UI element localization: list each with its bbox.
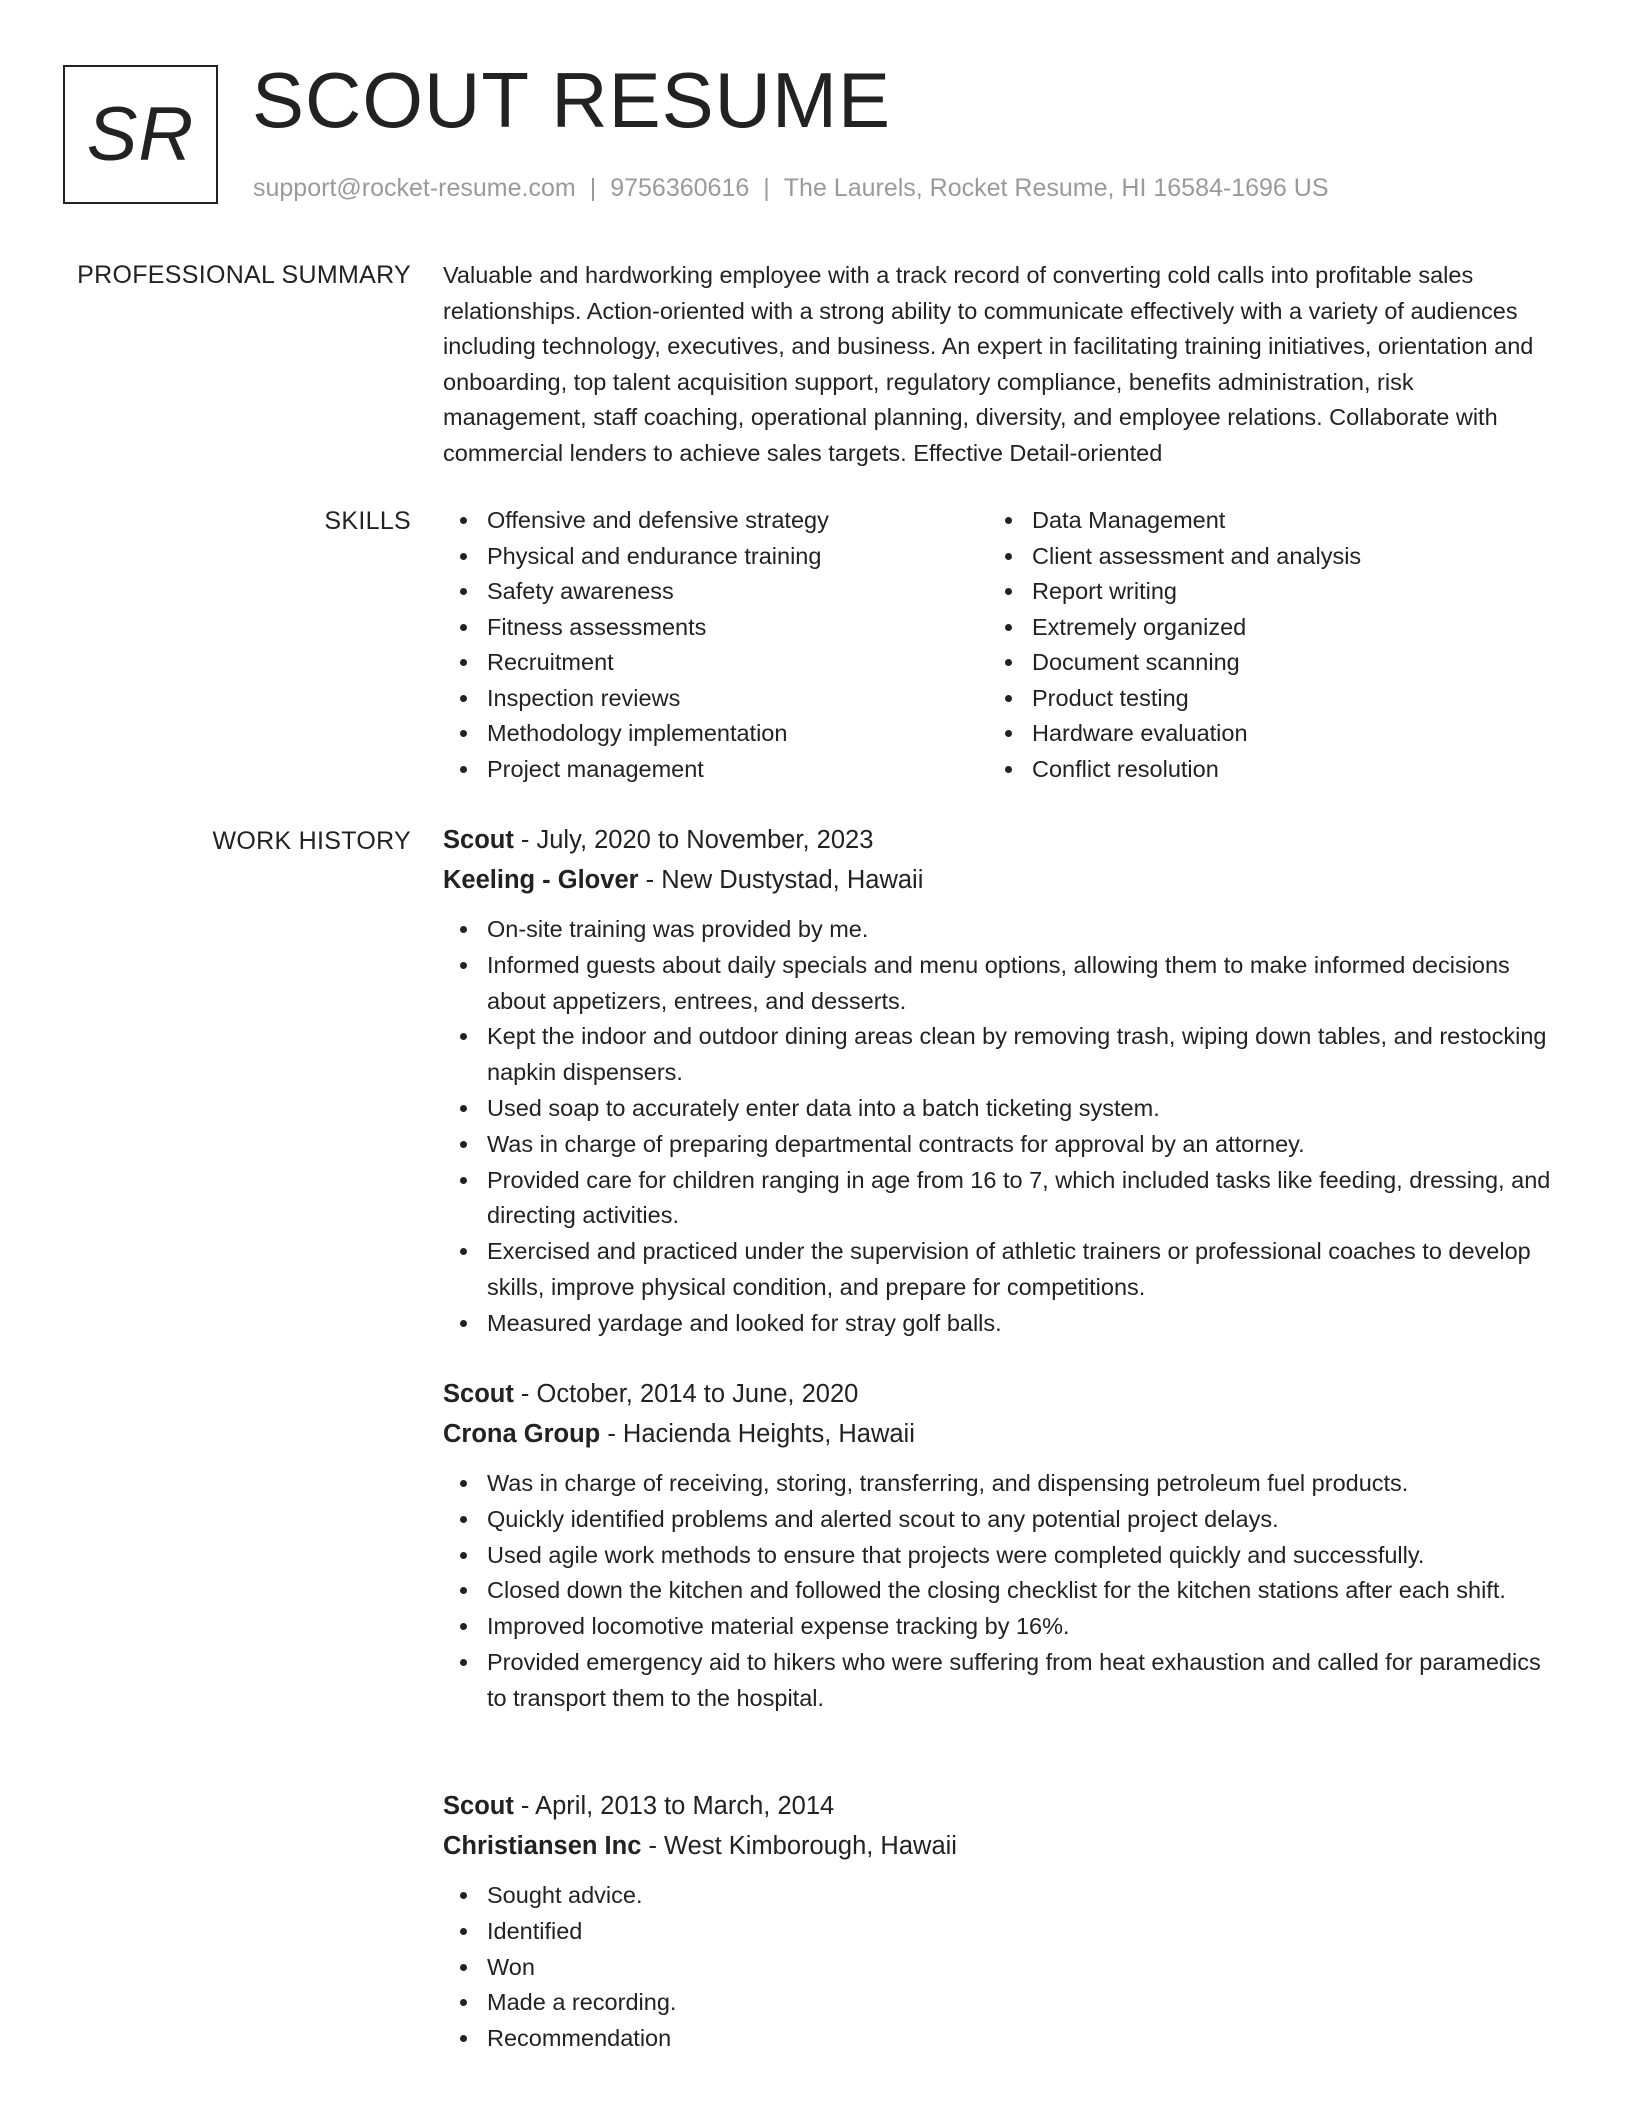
job-company: Christiansen Inc bbox=[443, 1832, 642, 1860]
job-bullet-item: Informed guests about daily specials and menu options, allowing them to make informed decisions about appetizers, entrees, and desserts. bbox=[443, 948, 1553, 1020]
skill-item: Product testing bbox=[988, 681, 1533, 717]
job-bullet-item: Used soap to accurately enter data into a batch ticketing system. bbox=[443, 1091, 1553, 1127]
skills-list-left bbox=[443, 503, 988, 787]
job-bullets bbox=[443, 1466, 1553, 1717]
job-company: Crona Group bbox=[443, 1420, 601, 1448]
job-bullet-item: Was in charge of receiving, storing, transferring, and dispensing petroleum fuel products. bbox=[443, 1466, 1553, 1502]
job-bullets bbox=[443, 1878, 1553, 2057]
skill-item: Report writing bbox=[988, 574, 1533, 610]
monogram-badge: SR bbox=[63, 65, 218, 204]
summary-text: Valuable and hardworking employee with a track record of converting cold calls into profitable sales relationships. Action-oriented with a strong ability to communicate effectively with a variety of audiences including technology, executives, and business. An expert in facilitating training initiatives, orientation and onboarding, top talent acquisition support, regulatory compliance, benefits administration, risk management, staff coaching, operational planning, diversity, and employee relations. Collaborate with commercial lenders to achieve sales targets. Effective Detail-oriented bbox=[443, 262, 1534, 466]
summary-section bbox=[443, 258, 1553, 471]
skill-item: Fitness assessments bbox=[443, 610, 988, 646]
skill-item: Recruitment bbox=[443, 645, 988, 681]
job-bullet-item: Was in charge of preparing departmental contracts for approval by an attorney. bbox=[443, 1127, 1553, 1163]
job-bullet-item: Identified bbox=[443, 1914, 1553, 1950]
skill-item: Conflict resolution bbox=[988, 752, 1533, 788]
job-title: Scout bbox=[443, 826, 514, 854]
job-entry-1 bbox=[443, 820, 1553, 1342]
job-bullets bbox=[443, 912, 1553, 1342]
section-label-summary: PROFESSIONAL SUMMARY bbox=[77, 261, 411, 289]
job-bullet-item: Closed down the kitchen and followed the closing checklist for the kitchen stations after each shift. bbox=[443, 1573, 1553, 1609]
skill-item: Methodology implementation bbox=[443, 716, 988, 752]
job-entry-3 bbox=[443, 1786, 1553, 2057]
job-title-line bbox=[443, 820, 1553, 860]
job-company-line bbox=[443, 860, 1553, 900]
job-title: Scout bbox=[443, 1380, 514, 1408]
skill-item: Data Management bbox=[988, 503, 1533, 539]
section-label-work-history: WORK HISTORY bbox=[212, 827, 411, 855]
skill-item: Project management bbox=[443, 752, 988, 788]
job-location: - Hacienda Heights, Hawaii bbox=[600, 1420, 915, 1448]
job-title-line bbox=[443, 1786, 1553, 1826]
job-location: - New Dustystad, Hawaii bbox=[638, 866, 924, 894]
job-bullet-item: Exercised and practiced under the supervision of athletic trainers or professional coaches to develop skills, improve physical condition, and prepare for competitions. bbox=[443, 1234, 1553, 1306]
job-bullet-item: Provided care for children ranging in age from 16 to 7, which included tasks like feeding, dressing, and directing activities. bbox=[443, 1163, 1553, 1235]
job-bullet-item: Used agile work methods to ensure that projects were completed quickly and successfully. bbox=[443, 1538, 1553, 1574]
job-title: Scout bbox=[443, 1792, 514, 1820]
skills-list-right bbox=[988, 503, 1533, 787]
skill-item: Document scanning bbox=[988, 645, 1533, 681]
job-bullet-item: Sought advice. bbox=[443, 1878, 1553, 1914]
skill-item: Offensive and defensive strategy bbox=[443, 503, 988, 539]
job-bullet-item: On-site training was provided by me. bbox=[443, 912, 1553, 948]
job-dates: - October, 2014 to June, 2020 bbox=[513, 1380, 859, 1408]
contact-separator: | bbox=[763, 174, 770, 202]
skill-item: Extremely organized bbox=[988, 610, 1533, 646]
skills-section bbox=[443, 503, 1553, 787]
skill-item: Physical and endurance training bbox=[443, 539, 988, 575]
job-bullet-item: Measured yardage and looked for stray golf balls. bbox=[443, 1306, 1553, 1342]
job-bullet-item: Recommendation bbox=[443, 2021, 1553, 2057]
job-dates: - July, 2020 to November, 2023 bbox=[513, 826, 874, 854]
skill-item: Inspection reviews bbox=[443, 681, 988, 717]
skill-item: Client assessment and analysis bbox=[988, 539, 1533, 575]
job-dates: - April, 2013 to March, 2014 bbox=[513, 1792, 835, 1820]
resume-name: SCOUT RESUME bbox=[252, 56, 891, 144]
skill-item: Hardware evaluation bbox=[988, 716, 1533, 752]
job-bullet-item: Improved locomotive material expense tracking by 16%. bbox=[443, 1609, 1553, 1645]
contact-address: The Laurels, Rocket Resume, HI 16584-1696 US bbox=[783, 174, 1329, 202]
skill-item: Safety awareness bbox=[443, 574, 988, 610]
job-company-line bbox=[443, 1414, 1553, 1454]
job-bullet-item: Quickly identified problems and alerted scout to any potential project delays. bbox=[443, 1502, 1553, 1538]
contact-email[interactable]: support@rocket-resume.com bbox=[253, 174, 576, 202]
job-company: Keeling - Glover bbox=[443, 866, 639, 894]
job-bullet-item: Made a recording. bbox=[443, 1985, 1553, 2021]
job-bullet-item: Kept the indoor and outdoor dining areas clean by removing trash, wiping down tables, and restocking napkin dispensers. bbox=[443, 1019, 1553, 1091]
contact-separator: | bbox=[589, 174, 597, 202]
job-bullet-item: Provided emergency aid to hikers who were suffering from heat exhaustion and called for paramedics to transport them to the hospital. bbox=[443, 1645, 1553, 1717]
section-label-skills: SKILLS bbox=[324, 507, 411, 535]
job-company-line bbox=[443, 1826, 1553, 1866]
job-title-line bbox=[443, 1374, 1553, 1414]
job-bullet-item: Won bbox=[443, 1950, 1553, 1986]
job-entry-2 bbox=[443, 1374, 1553, 1717]
job-location: - West Kimborough, Hawaii bbox=[641, 1832, 957, 1860]
contact-phone[interactable]: 9756360616 bbox=[610, 174, 750, 202]
contact-line bbox=[253, 170, 1329, 206]
